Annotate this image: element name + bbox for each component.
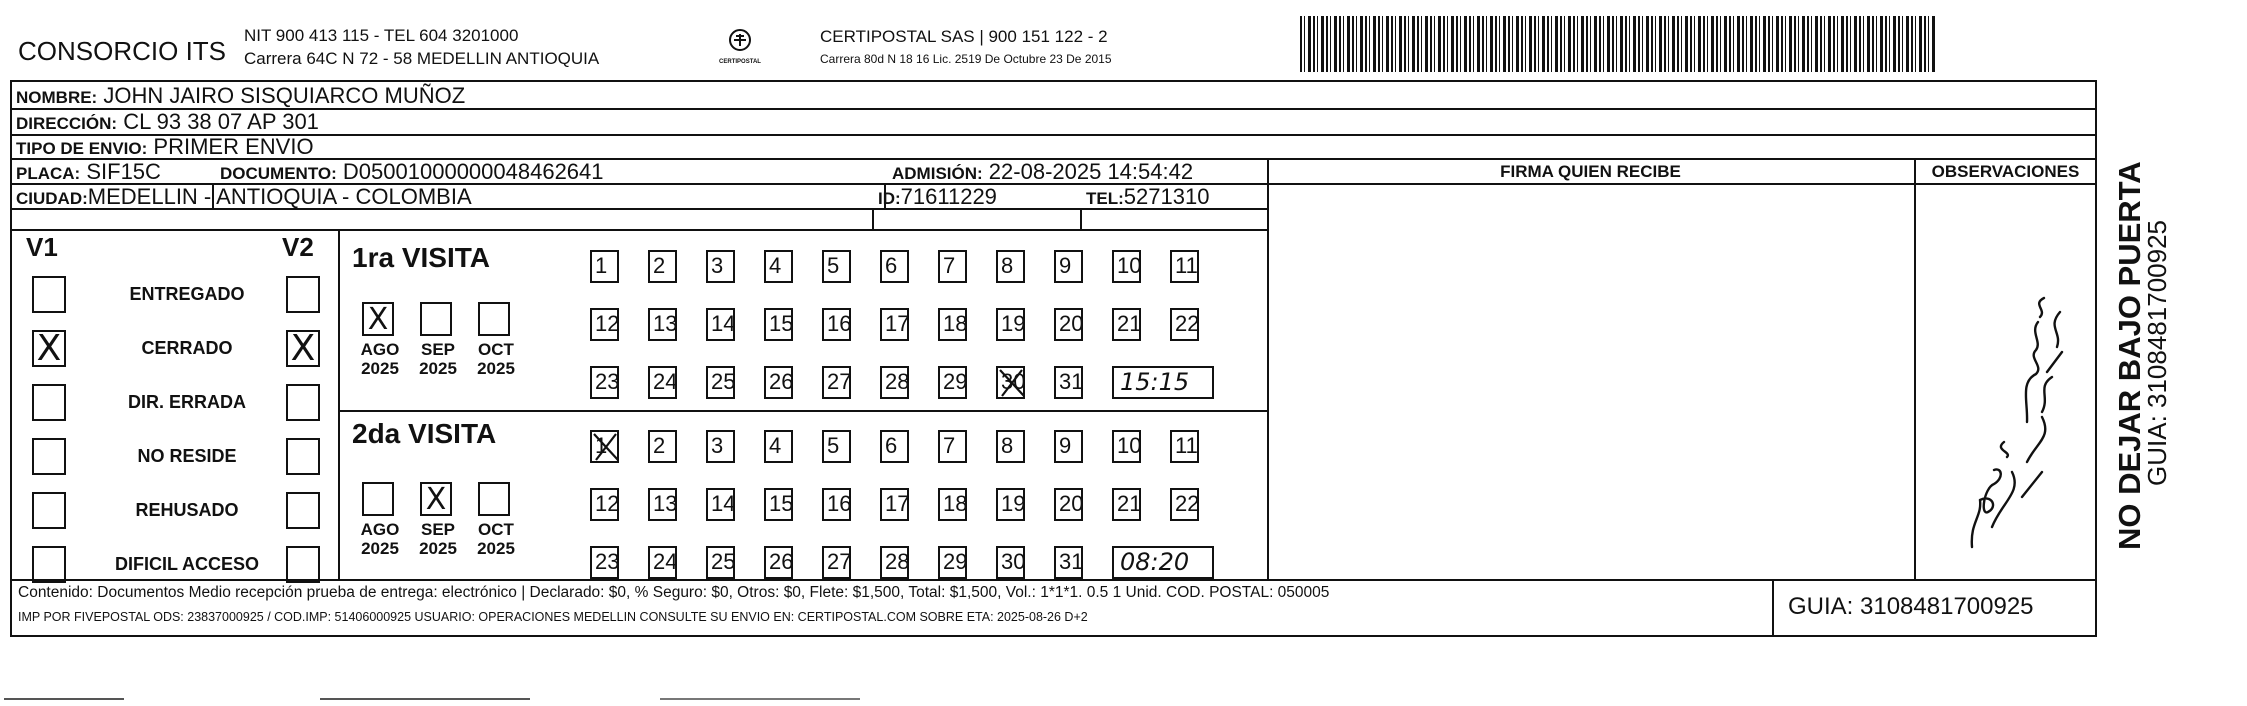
- day-box[interactable]: 18: [938, 488, 967, 521]
- day-box[interactable]: 4: [764, 430, 793, 463]
- day-box[interactable]: 22: [1170, 488, 1199, 521]
- day-box[interactable]: 30: [996, 366, 1025, 399]
- footer-content: Contenido: Documentos Medio recepción prueba de entrega: electrónico | Declarado: $0, % Seguro: $0, Otros: $0, Flete: $1,500, Total: $1,500, Vol.: 1*1*1. 0.5 1 Unid. COD. POSTAL: 050005: [18, 584, 1330, 601]
- day-box[interactable]: 6: [880, 430, 909, 463]
- v2-label: V2: [282, 232, 314, 262]
- documento-label: DOCUMENTO:: [220, 164, 337, 183]
- v1-checkbox[interactable]: [32, 384, 66, 421]
- day-box[interactable]: 16: [822, 308, 851, 341]
- month-year: 2025: [419, 539, 457, 558]
- tipo-row: [16, 134, 314, 160]
- tipo-value: PRIMER ENVIO: [153, 134, 314, 159]
- ciudad-row: [16, 184, 472, 210]
- month-name: OCT: [478, 340, 514, 359]
- id-value: 71611229: [900, 184, 997, 209]
- footer-imp: IMP POR FIVEPOSTAL ODS: 23837000925 / COD.IMP: 51406000925 USUARIO: OPERACIONES MEDELLIN CONSULTE SU ENVIO EN: CERTIPOSTAL.COM SOBRE ETA: 2025-08-26 D+2: [18, 610, 1088, 624]
- direccion-label: DIRECCIÓN:: [16, 114, 118, 133]
- visit-time[interactable]: 08:20: [1112, 546, 1214, 579]
- admision-value: 22-08-2025 14:54:42: [988, 159, 1194, 184]
- day-box[interactable]: 27: [822, 546, 851, 579]
- month-checkbox[interactable]: [478, 302, 510, 336]
- day-box[interactable]: 3: [706, 250, 735, 283]
- day-box[interactable]: 19: [996, 308, 1025, 341]
- month-checkbox[interactable]: X: [420, 482, 452, 516]
- tel-label: TEL:: [1086, 189, 1124, 208]
- x-mark-icon: [996, 366, 1028, 400]
- day-box[interactable]: 12: [590, 488, 619, 521]
- status-label: CERRADO: [141, 338, 233, 358]
- month-year: 2025: [477, 539, 515, 558]
- documento-row: [220, 159, 604, 185]
- status-label: NO RESIDE: [137, 446, 237, 466]
- month-checkbox[interactable]: [478, 482, 510, 516]
- day-box[interactable]: 9: [1054, 250, 1083, 283]
- month-name: OCT: [478, 520, 514, 539]
- barcode: [1300, 16, 1935, 72]
- day-box[interactable]: 3: [706, 430, 735, 463]
- v2-checkbox[interactable]: [286, 276, 320, 313]
- ciudad-label: CIUDAD:: [16, 189, 88, 208]
- v2-checkbox[interactable]: [286, 546, 320, 583]
- day-box[interactable]: 10: [1112, 250, 1141, 283]
- day-box[interactable]: 14: [706, 308, 735, 341]
- day-box[interactable]: 10: [1112, 430, 1141, 463]
- v1-checkbox[interactable]: [32, 438, 66, 475]
- v1-checkbox[interactable]: [32, 492, 66, 529]
- certipostal-logo: [712, 28, 768, 65]
- admision-label: ADMISIÓN:: [892, 164, 983, 183]
- status-label: REHUSADO: [135, 500, 239, 520]
- x-mark-icon: [590, 430, 622, 464]
- side-warning: NO DEJAR BAJO PUERTA: [2112, 161, 2147, 550]
- month-checkbox[interactable]: [362, 482, 394, 516]
- day-box[interactable]: 22: [1170, 308, 1199, 341]
- day-box[interactable]: 18: [938, 308, 967, 341]
- day-box[interactable]: 15: [764, 488, 793, 521]
- company-name: CONSORCIO ITS: [18, 36, 227, 66]
- v1-checkbox[interactable]: [32, 276, 66, 313]
- status-label: DIR. ERRADA: [127, 392, 246, 412]
- delivery-card: [10, 80, 2097, 637]
- month-label: [470, 340, 522, 378]
- firma-header: FIRMA QUIEN RECIBE: [1500, 162, 1681, 181]
- day-box[interactable]: 28: [880, 366, 909, 399]
- admision-row: [892, 159, 1193, 185]
- day-box[interactable]: 19: [996, 488, 1025, 521]
- carrier-license: Carrera 80d N 18 16 Lic. 2519 De Octubre 23 De 2015: [820, 52, 1112, 66]
- day-box[interactable]: 21: [1112, 488, 1141, 521]
- day-box[interactable]: 26: [764, 546, 793, 579]
- footer-guia: GUIA: 3108481700925: [1788, 593, 2034, 620]
- tel-value: 5271310: [1123, 184, 1210, 209]
- day-box[interactable]: 31: [1054, 366, 1083, 399]
- visit-time[interactable]: 15:15: [1112, 366, 1214, 399]
- month-checkbox[interactable]: X: [362, 302, 394, 336]
- v1-checkbox[interactable]: [32, 546, 66, 583]
- side-guia: GUIA: 3108481700925: [2142, 220, 2172, 486]
- day-box[interactable]: 8: [996, 430, 1025, 463]
- day-box[interactable]: 31: [1054, 546, 1083, 579]
- day-box[interactable]: 23: [590, 546, 619, 579]
- nombre-label: NOMBRE:: [16, 88, 98, 107]
- v2-checkbox[interactable]: [286, 438, 320, 475]
- day-box[interactable]: 24: [648, 546, 677, 579]
- day-box[interactable]: 21: [1112, 308, 1141, 341]
- logo-caption: CERTIPOSTAL: [719, 59, 761, 65]
- day-box[interactable]: 27: [822, 366, 851, 399]
- observation-handwriting: [1932, 262, 2082, 562]
- day-box[interactable]: 15: [764, 308, 793, 341]
- day-box[interactable]: 30: [996, 546, 1025, 579]
- placa-label: PLACA:: [16, 164, 81, 183]
- day-box[interactable]: 23: [590, 366, 619, 399]
- day-box[interactable]: 14: [706, 488, 735, 521]
- v2-checkbox[interactable]: [286, 384, 320, 421]
- day-box[interactable]: 28: [880, 546, 909, 579]
- month-label: [470, 520, 522, 558]
- day-box[interactable]: 26: [764, 366, 793, 399]
- observaciones-header: OBSERVACIONES: [1931, 162, 2080, 181]
- month-year: 2025: [361, 359, 399, 378]
- visit2-title: 2da VISITA: [352, 418, 497, 449]
- day-box[interactable]: 5: [822, 430, 851, 463]
- month-checkbox[interactable]: [420, 302, 452, 336]
- bottom-fragment: [0, 696, 2247, 706]
- direccion-row: [16, 109, 319, 135]
- day-box[interactable]: 29: [938, 546, 967, 579]
- day-box[interactable]: 7: [938, 430, 967, 463]
- day-box[interactable]: 13: [648, 488, 677, 521]
- month-name: AGO: [360, 340, 400, 359]
- placa-row: [16, 159, 161, 185]
- month-label: [354, 520, 406, 558]
- company-address: Carrera 64C N 72 - 58 MEDELLIN ANTIOQUIA: [244, 49, 600, 68]
- day-box[interactable]: 2: [648, 430, 677, 463]
- day-box[interactable]: 17: [880, 488, 909, 521]
- id-row: [878, 184, 997, 210]
- month-name: SEP: [420, 520, 456, 539]
- month-name: SEP: [420, 340, 456, 359]
- v1-label: V1: [26, 232, 58, 262]
- day-box[interactable]: 25: [706, 546, 735, 579]
- month-label: [354, 340, 406, 378]
- v2-checkbox[interactable]: X: [286, 330, 320, 367]
- day-box[interactable]: 13: [648, 308, 677, 341]
- nombre-row: [16, 83, 465, 109]
- signature-area[interactable]: [1269, 185, 1914, 579]
- status-label: DIFICIL ACCESO: [114, 554, 259, 574]
- id-label: ID:: [878, 189, 901, 208]
- day-box[interactable]: 20: [1054, 308, 1083, 341]
- day-box[interactable]: 12: [590, 308, 619, 341]
- day-box[interactable]: 11: [1170, 250, 1199, 283]
- day-box[interactable]: 25: [706, 366, 735, 399]
- day-box[interactable]: 4: [764, 250, 793, 283]
- month-label: [412, 340, 464, 378]
- month-year: 2025: [361, 539, 399, 558]
- day-box[interactable]: 1: [590, 430, 619, 463]
- nombre-value: JOHN JAIRO SISQUIARCO MUÑOZ: [103, 83, 466, 108]
- month-year: 2025: [477, 359, 515, 378]
- month-year: 2025: [419, 359, 457, 378]
- direccion-value: CL 93 38 07 AP 301: [123, 109, 319, 134]
- day-box[interactable]: 8: [996, 250, 1025, 283]
- day-box[interactable]: 16: [822, 488, 851, 521]
- day-box[interactable]: 6: [880, 250, 909, 283]
- day-box[interactable]: 17: [880, 308, 909, 341]
- ciudad-value: MEDELLIN - ANTIOQUIA - COLOMBIA: [87, 184, 472, 209]
- v2-checkbox[interactable]: [286, 492, 320, 529]
- day-box[interactable]: 7: [938, 250, 967, 283]
- day-box[interactable]: 24: [648, 366, 677, 399]
- documento-value: D05001000000048462641: [342, 159, 604, 184]
- day-box[interactable]: 2: [648, 250, 677, 283]
- day-box[interactable]: 11: [1170, 430, 1199, 463]
- placa-value: SIF15C: [86, 159, 161, 184]
- month-name: AGO: [360, 520, 400, 539]
- day-box[interactable]: 5: [822, 250, 851, 283]
- v1-checkbox[interactable]: X: [32, 330, 66, 367]
- carrier-line: CERTIPOSTAL SAS | 900 151 122 - 2: [820, 27, 1108, 46]
- day-box[interactable]: 9: [1054, 430, 1083, 463]
- day-box[interactable]: 1: [590, 250, 619, 283]
- visit1-title: 1ra VISITA: [352, 242, 490, 273]
- day-box[interactable]: 29: [938, 366, 967, 399]
- company-nit: NIT 900 413 115 - TEL 604 3201000: [244, 26, 519, 45]
- tel-row: [1086, 184, 1209, 210]
- month-label: [412, 520, 464, 558]
- status-label: ENTREGADO: [129, 284, 245, 304]
- tipo-label: TIPO DE ENVIO:: [16, 139, 148, 158]
- day-box[interactable]: 20: [1054, 488, 1083, 521]
